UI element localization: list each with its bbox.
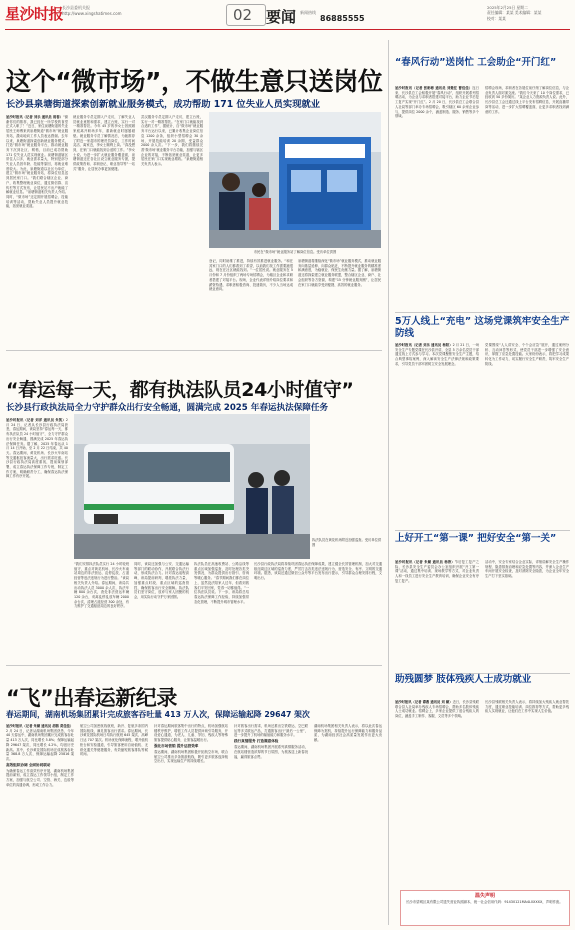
article2-col5: 长沙县行政执法局将持续巩固春运执法保障成果，建立健全长效管理机制，加大对交通枢纽周边区域的巡查力度，严厉打击各类违法违规行为，营造安全、有序、文明的交通环境。据悉，该局还通过微信公众号等平台发布出行提示，引导群众合理安排行程，文明出行。 — [254, 562, 382, 581]
right1-headline: “春风行动”送岗忙 工会助企“开门红” — [395, 57, 557, 68]
article3-col5: 湖南机场集团相关负责人表示，将以此次春运保障为契机，持续提升运行保障能力和服务品质，为湖南经济社会高质量发展作出更大贡献。 — [314, 724, 382, 743]
article2-photo — [74, 414, 310, 559]
right3-col2: 活动中，安全专家结合企业实际，详细讲解安全生产操作规程、隐患排查治理和应急处置等内容，并深入企业生产车间开展安全检查，及时消除安全隐患，为企业全年安全生产打下坚实基础。 — [485, 560, 569, 579]
column-divider — [388, 40, 389, 925]
article2-col2: “我们安排执法队员实行 24 小时轮班值守，重点对黄花机场、长沙火车南站周边的非法营运、乱停乱放、占道经营等违法违规行为进行整治。”该局相关负责人介绍。春运期间，该局共出动执法人员 3000 余人次，执法车辆 800 余台次，查处非法营运车辆 120 余台，劝离乱停乱放车辆 2000 余台次，清理占道经营 300 余处，有力维护了交通枢纽周边的良好秩序。 — [74, 562, 129, 609]
divider — [395, 530, 570, 531]
right4-col1: 星沙时报讯（记者 谭燕 通讯员 刘 颖）近日，长沙县残联联合县人社局举办残疾人专场招聘会，帮助多名肢体残疾人士成功就业。招聘会上，多家企业提供了适合残疾人的岗位，涵盖手工制作、客服、文员等多个领域。 — [395, 700, 479, 719]
article1-headline: 这个“微市场”，不做生意只送岗位 — [6, 67, 383, 96]
divider — [6, 665, 382, 666]
right4-col2: 长沙县残联相关负责人表示，将持续加大残疾人就业帮扶力度，通过职业技能培训、岗位推荐等方式，帮助更多残疾人实现就业，让他们在工作中实现人生价值。 — [485, 700, 569, 714]
notice-title: 温失声明 — [474, 893, 495, 899]
article2-photo-caption: 执法队员在黄花机场附近加强巡查。受访单位供图 — [312, 538, 382, 547]
phone-number: 86885555 — [320, 14, 365, 23]
page-number: 02 — [233, 6, 253, 24]
phone-label: 新闻热线 — [300, 10, 316, 15]
article1-photo — [209, 112, 381, 248]
divider — [6, 350, 382, 351]
article3-subhead-3: 践行真情服务 打造满意体验 — [234, 739, 279, 744]
right3-col1: 星沙时报讯（记者 朱颖 通讯员 杨涛）节后复工复产之际，长沙县安全生产委员会办公室组织开展“开工第一课”活动，通过集中培训、现场教学等方式，对企业负责人和一线员工进行安全生产教育培训，确保企业安全有序复工复产。 — [395, 560, 479, 583]
masthead — [0, 0, 575, 30]
article1-col1: 星沙时报讯（记者 刘乐 通讯员 周春）“谢谢你们的推荐，我已经在一所学校的食堂正式入职了！”近日，家住泉塘街道的失业居民王师傅来到泉塘街道“微市场”就业服务站，激动地向工作人员表达感谢。去年以来，泉塘街道探索创新就业服务模式，打造“微市场”就业服务平台，推动就业服务下沉到社区、网格，目前已成功帮助 171 位失业人员实现就业。泉塘街道辖区常住人口多，就业需求量大，特别是部分失业人员因年龄、技能等原因，再就业难度较大。为此，泉塘街道以社区为单位，建立“微市场”就业服务站，将岗位信息送到居民家门口。“我们联合辖区企业、商户，收集整理就业岗位，通过微信群、宣传栏等方式发布，让居民足不出户就能了解就业信息。”泉塘街道相关负责人介绍。同时，“微市场”还定期开展招聘会、技能培训等活动，帮助失业人员提升就业技能，拓宽就业渠道。 — [6, 115, 68, 209]
right1-col1: 星沙时报讯（记者 张彬彬 通讯员 刘楚任 曹佳佳）连日来，长沙县总工会积极开展“春风行动”，组织开展系列招聘活动，为企业与求职者搭建对接平台，助力企业节后复工复产实现“开门红”。2 月 20 日，长沙县总工会联合县人社局等部门举办专场招聘会，吸引辖区 60 余家企业参与，提供岗位 2000 余个，涵盖制造、服务、销售等多个领域。 — [395, 86, 479, 119]
law-enforcement-photo-illustration — [74, 414, 310, 559]
article3-col1: 星沙时报讯（记者 朱颖 通讯员 胡骆 莫佳佳） 2 月 24 日，记者从湖南机场集团获悉，今年 40 天春运中，湖南机场集团累计完成旅客吞吐量 413 万人次，同比增长 5.8%；保障运输起降 29647 架次，同比增长 4.2%，均创历史新高。其中，长沙黄花国际机场完成旅客吞吐量 368.8 万人次，保障运输起降 25816 架次。 高效组织协调 全面协同联动 为确保春运工作高效有序开展，湖南机场集团提前谋划，成立春运工作领导小组，制定工作方案，加强与航空公司、空管、海关、边检等单位的沟通协调，形成工作合力。 — [6, 724, 74, 787]
right2-col1: 星沙时报讯（记者 刘乐 通讯员 杨阳）2 月 21 日，一场安全生产专题党课在长沙县开讲，全县 5 万余名党员干部通过线上方式参与学习。本次党课聚焦安全生产主题，结合典型事故案例，深入解读安全生产法律法规和政策要求，引导党员干部牢固树立安全发展理念。 — [395, 343, 479, 366]
article3-col4: 针对旅客出行需求，机场还推出空铁联运、空巴联运等多式联运产品，打通旅客出行“最后一公里”，进一步提升了机场的辐射能力和服务水平。 践行真情服务 打造满意体验 春运期间，湖南机场集团开展系列真情服务活动，在航站楼营造浓厚的节日氛围，为旅客送上新春祝福，赢得旅客点赞。 — [234, 724, 308, 759]
article1-col5: 泉塘街道将继续深化“微市场”就业服务模式，推动就业服务向基层延伸、向群众贴近，不断提升就业服务的精准度和满意度，为稳就业、保民生贡献力量。据了解，泉塘街道还将探索建立就业服务联盟，整合辖区企业、商户、社会组织等各方资源，构建“15 分钟就业服务圈”，让居民在家门口就能享受到便捷、高效的就业服务。 — [298, 259, 381, 287]
article2-subheadline: 长沙县行政执法局全力守护群众出行安全畅通，圆满完成 2025 年春运执法保障任务 — [6, 403, 329, 413]
notice-text: 长沙市望城区某有限公司遗失营业执照副本，统一社会信用代码：91430121MA4L0XXXX，声明作废。 — [406, 900, 563, 904]
divider — [395, 312, 570, 313]
issue-meta: 2025年2月25日 星期二 责任编辑：某某 美术编辑：某某 校对：某某 — [487, 5, 542, 21]
article3-headline: “飞”出春运新纪录 — [6, 686, 178, 710]
article1-col4: 登记，同时助推了推进，持续有效推进就业服务。“和在其家门口的人们都看到了希望，以前我们找工作需要跑很远，现在在社区就能找到。”一位居民说。就业服务在 5 月份和 7 月份组织了两场专场招聘会，为辖区企业和求职者搭建了对接平台。现场，企业代表详细介绍岗位要求和薪资待遇，求职者积极咨询、投递简历，不少人当场达成就业意向。 — [209, 259, 293, 292]
article2-headline: “春运每一天，都有执法队员24小时值守” — [6, 379, 354, 401]
article1-col2: 就业服务专员定期入户走访，了解失业人员就业意愿和需求，建立台账，实行一对一精准帮扶。今年 45 岁的李女士因照顾家庭离开职场多年，重新就业时屡屡碰壁。就业服务专员了解情况后，为她推荐了附近一家超市的理货员岗位，工作时间灵活、离家近，李女士顺利上岗。“真没想到，在家门口就能找到合适的工作。”李女士说。为进一步扩大就业服务覆盖面，泉塘街道还在各社区设立就业服务专窗，提供政策咨询、求职登记、职业指导等“一站式”服务，让居民办事更加便捷。 — [73, 115, 135, 171]
article1-photo-caption: 市民在“微市场”就业服务站了解岗位信息。受访单位供图 — [253, 250, 337, 254]
logo-tagline: 长沙县委机关报 http://www.xingshatimes.com — [62, 5, 122, 16]
article3-subheadline: 春运期间，湖南机场集团累计完成旅客吞吐量 413 万人次，保障运输起降 29647 架次 — [6, 710, 310, 719]
article3-col2: 航空公司加密航线航班，新开、复航多条国内国际航线，满足旅客出行需求。春运期间，长沙黄花国际机场日均执行航班 645 架次，高峰日达 707 架次。机场优化保障流程，增开值机柜台和安检通道，引导旅客使用自助值机、无纸化通关等便捷服务，有效缩短旅客排队等候时间。 — [80, 724, 148, 757]
masthead-rule — [5, 29, 570, 30]
article2-col4: 执法队员在高速收费站、公路沿线等重点区域加强巡查，及时处理各类突发情况，为群众提供出行指引、咨询等暖心服务。“春节期间我们都在岗位上，虽然没法陪家人过年，但看到旅客们平安回家，觉得一切都值得。”一位执法队员说。下一步，该局将总结春运执法保障工作经验，持续加强常态化管理，不断提升城市管理水平。 — [194, 562, 249, 604]
article3-subhead-2: 强化市场营销 提升运营效率 — [154, 743, 199, 748]
article3-col3: 针对春运期间旅客集中出行的特点，机场加强航站楼秩序维护，增派工作人员提供问询引导服务，开设爱心通道，为老人、儿童、孕妇、残疾人等特殊旅客提供贴心服务，让旅客温暖出行。 强化市场营销 提升运营效率 春运期间，湖南机场集团积极开拓航空市场，联合航空公司推出多条旅游航线，吸引更多旅客选择航空出行，实现运输生产的持续增长。 — [154, 724, 228, 764]
notice-box — [400, 890, 570, 926]
article2-col1: 星沙时报讯（记者 刘洋 通讯员 朱凯）2 月 24 日，记者从长沙县行政执法局获悉，春运期间，该局坚持“春运每一天，都有执法队员 24 小时值守”，全力守护群众出行安全畅通，圆满完成 2025 年春运执法保障任务。据了解，2025 年春运从 1 月 14 日开始，至 2 月 22 日结束，共 40 天。春运期间，黄花机场、长沙火车南站等交通枢纽客流量大，出行需求旺盛。长沙县行政执法局高度重视，提前谋划部署，成立春运执法保障工作专班，制定工作方案，明确职责分工，确保春运执法保障工作有序开展。 — [6, 418, 68, 479]
article2-col3: 同时，该局还加强与公安、交通运输等部门的联动协作，开展联合执法行动，形成执法合力。针对春运返程高峰，该局提前研判，增派执法力量，加强重点时段、重点区域的巡查管控，确保旅客出行安全顺畅。执法队员们坚守岗位，放弃与家人团聚的机会，用实际行动守护万家团圆。 — [134, 562, 189, 599]
article1-col3: 武汉服务专员定期入户走访，建立台账，实行一对一精准帮扶。“在家门口就能找到合适的工作”，据统计，自“微市场”就业服务平台运行以来，已累计收集企业岗位信息 1200 余条，组织小型招聘会 30 余场，开展技能培训 20 余期，受益群众 2000 余人次。“下一步，我们将继续完善‘微市场’就业服务平台功能，加强与辖区企业的对接，不断拓宽就业渠道，让更多居民在家门口实现就业增收。”泉塘街道相关负责人表示。 — [141, 115, 203, 167]
article3-subhead-1: 高效组织协调 全面协同联动 — [6, 762, 51, 767]
newspaper-logo: 星沙时报 — [5, 5, 64, 23]
right2-col2: 党课围绕“人人讲安全、个个会应急”展开，通过案例分析、互动问答等形式，使党员干部进一步增强了安全意识，掌握了应急处置技能。大家纷纷表示，将把学习成果转化为工作动力，切实履行安全生产职责，筑牢安全生产防线。 — [485, 343, 569, 366]
article1-subheadline: 长沙县泉塘街道探索创新就业服务模式，成功帮助 171 位失业人员实现就业 — [6, 99, 321, 110]
job-market-photo-illustration — [209, 112, 381, 248]
right1-col2: 招聘会现场，求职者在各展位前仔细了解岗位信息，与企业负责人面对面交流。“我们今天来了 10 个岗位需求，已经收到 50 多份简历。”某企业人力资源负责人说。此外，长沙县总工会还通过线上平台发布招聘信息，开展直播带岗等活动，进一步扩大招聘覆盖面，让更多求职者找到满意的工作。 — [485, 86, 569, 114]
right2-headline: 5万人线上“充电” 这场党课筑牢安全生产防线 — [395, 316, 570, 339]
section-name: 要闻 — [266, 8, 297, 26]
right3-headline: 上好开工“第一课” 把好安全“第一关” — [395, 533, 557, 544]
right4-headline: 助残圆梦 肢体残疾人士成功就业 — [395, 674, 532, 685]
